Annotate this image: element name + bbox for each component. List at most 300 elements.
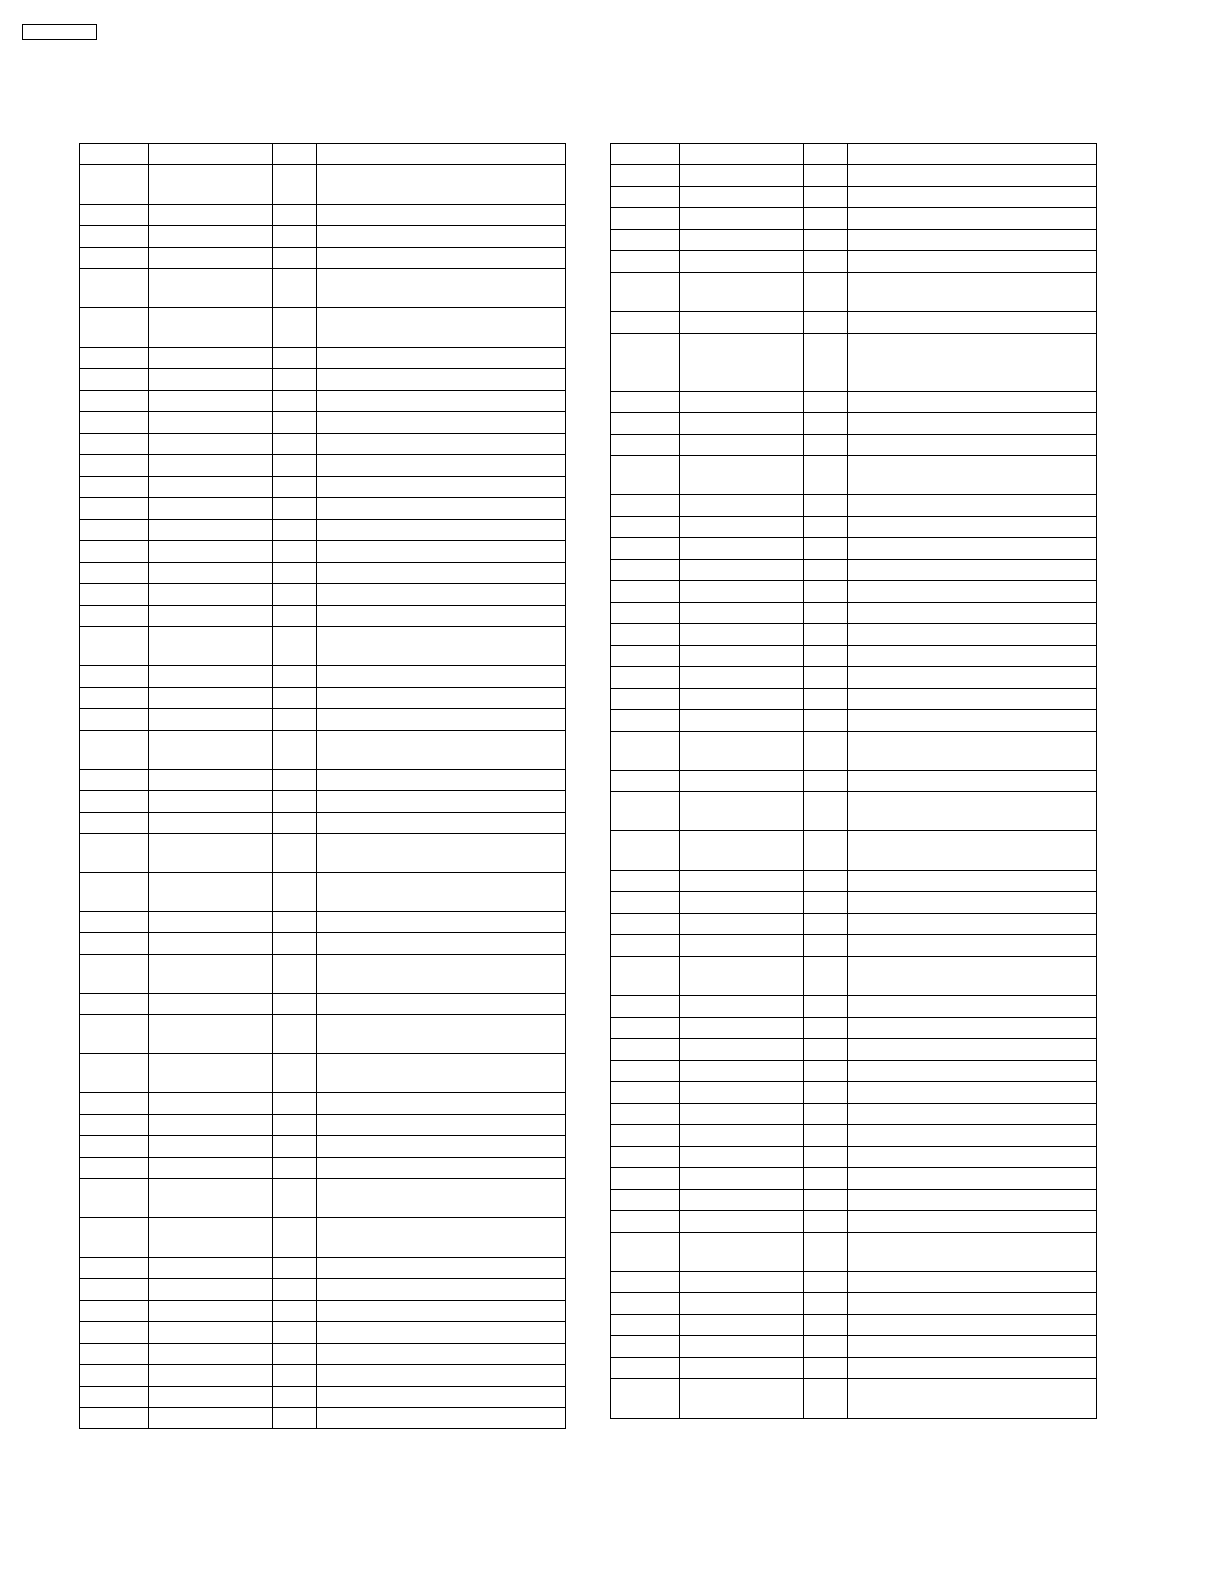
table-cell [317, 165, 566, 205]
table-cell [680, 1168, 804, 1190]
table-cell [317, 1158, 566, 1179]
table-cell [611, 392, 680, 413]
table-cell [273, 1093, 317, 1115]
table-cell [317, 269, 566, 308]
table-cell [804, 1211, 848, 1233]
table-cell [804, 165, 848, 187]
table-cell [804, 667, 848, 689]
table-cell [680, 1104, 804, 1125]
table-row [611, 230, 1097, 251]
table-cell [273, 498, 317, 520]
table-cell [80, 1365, 149, 1387]
table-row [80, 791, 566, 813]
table-cell [273, 627, 317, 666]
table-cell [273, 520, 317, 541]
table-cell [680, 1379, 804, 1419]
table-cell [804, 495, 848, 517]
table-cell [317, 1387, 566, 1408]
table-cell [680, 792, 804, 831]
table-cell [680, 1061, 804, 1082]
table-cell [317, 1115, 566, 1136]
table-cell [273, 584, 317, 606]
table-cell [804, 208, 848, 230]
table-cell [611, 495, 680, 517]
table-row [611, 1168, 1097, 1190]
table-cell [273, 1344, 317, 1365]
table-cell [680, 1039, 804, 1061]
table-cell [317, 412, 566, 434]
table-cell [848, 996, 1097, 1018]
table-cell [611, 1190, 680, 1211]
table-cell [80, 477, 149, 498]
table-row [611, 1211, 1097, 1233]
table-cell [680, 1147, 804, 1168]
table-cell [848, 1104, 1097, 1125]
table-cell [804, 792, 848, 831]
table-row [611, 208, 1097, 230]
table-cell [804, 996, 848, 1018]
table-cell [149, 584, 273, 606]
table-row [80, 165, 566, 205]
table-row [611, 538, 1097, 560]
table-cell [848, 1190, 1097, 1211]
table-cell [611, 456, 680, 495]
table-cell [149, 606, 273, 627]
table-cell [680, 1190, 804, 1211]
table-row [80, 348, 566, 369]
table-cell [149, 226, 273, 248]
table-row [80, 627, 566, 666]
table-cell [680, 392, 804, 413]
table-cell [80, 731, 149, 770]
table-cell [80, 369, 149, 391]
table-cell [273, 477, 317, 498]
table-row [611, 871, 1097, 892]
table-cell [680, 935, 804, 957]
table-cell [80, 205, 149, 226]
table-cell [611, 273, 680, 312]
table-row [80, 248, 566, 269]
table-cell [804, 935, 848, 957]
table-cell [804, 251, 848, 273]
table-cell [848, 771, 1097, 792]
table-cell [80, 165, 149, 205]
parts-table-left [79, 143, 566, 1429]
table-cell [804, 1190, 848, 1211]
table-cell [273, 994, 317, 1015]
table-cell [80, 606, 149, 627]
table-cell [317, 791, 566, 813]
table-cell [680, 732, 804, 771]
table-cell [680, 624, 804, 646]
table-cell [680, 1018, 804, 1039]
table-row [611, 1125, 1097, 1147]
table-row [80, 606, 566, 627]
table-cell [80, 248, 149, 269]
table-row [611, 831, 1097, 871]
table-cell [611, 1293, 680, 1315]
table-cell [804, 187, 848, 208]
table-row [611, 144, 1097, 165]
table-cell [804, 1272, 848, 1293]
table-cell [804, 771, 848, 792]
table-cell [804, 1293, 848, 1315]
table-cell [848, 646, 1097, 667]
table-cell [611, 1061, 680, 1082]
table-cell [804, 538, 848, 560]
table-cell [680, 495, 804, 517]
table-cell [273, 709, 317, 731]
table-cell [804, 230, 848, 251]
table-row [80, 391, 566, 412]
table-cell [80, 666, 149, 688]
table-cell [317, 1179, 566, 1218]
table-row [80, 1344, 566, 1365]
table-cell [611, 517, 680, 538]
table-cell [804, 1336, 848, 1358]
table-row [80, 1158, 566, 1179]
table-cell [848, 624, 1097, 646]
table-row [611, 1358, 1097, 1379]
table-cell [680, 1358, 804, 1379]
table-row [80, 269, 566, 308]
table-cell [317, 1093, 566, 1115]
table-cell [804, 435, 848, 456]
table-row [80, 813, 566, 834]
table-row [80, 1408, 566, 1429]
table-cell [804, 1315, 848, 1336]
table-cell [804, 273, 848, 312]
table-cell [80, 1136, 149, 1158]
table-row [611, 1233, 1097, 1272]
table-cell [680, 603, 804, 624]
table-cell [273, 834, 317, 873]
table-row [80, 455, 566, 477]
table-cell [680, 1315, 804, 1336]
table-cell [804, 1147, 848, 1168]
table-cell [149, 994, 273, 1015]
table-cell [273, 391, 317, 412]
table-cell [680, 312, 804, 334]
table-cell [611, 914, 680, 935]
table-cell [848, 1211, 1097, 1233]
table-cell [80, 873, 149, 912]
table-cell [80, 1387, 149, 1408]
table-cell [273, 412, 317, 434]
table-row [611, 624, 1097, 646]
table-cell [680, 517, 804, 538]
table-cell [611, 1104, 680, 1125]
table-cell [848, 667, 1097, 689]
table-cell [317, 1322, 566, 1344]
table-row [80, 1301, 566, 1322]
table-cell [848, 517, 1097, 538]
table-cell [848, 251, 1097, 273]
table-cell [804, 624, 848, 646]
table-cell [611, 165, 680, 187]
table-cell [680, 914, 804, 935]
table-cell [680, 771, 804, 792]
table-cell [680, 1293, 804, 1315]
table-cell [611, 1379, 680, 1419]
table-cell [80, 1054, 149, 1093]
table-cell [804, 392, 848, 413]
table-cell [804, 1018, 848, 1039]
table-cell [149, 1218, 273, 1258]
table-row [611, 165, 1097, 187]
table-row [80, 369, 566, 391]
table-cell [149, 709, 273, 731]
table-cell [804, 144, 848, 165]
table-cell [680, 144, 804, 165]
table-cell [804, 732, 848, 771]
table-cell [317, 933, 566, 955]
table-cell [611, 667, 680, 689]
table-row [80, 1365, 566, 1387]
table-cell [317, 731, 566, 770]
table-row [80, 731, 566, 770]
table-cell [848, 1018, 1097, 1039]
table-cell [80, 434, 149, 455]
table-cell [317, 666, 566, 688]
table-cell [848, 732, 1097, 771]
table-cell [680, 230, 804, 251]
table-row [80, 933, 566, 955]
table-row [611, 560, 1097, 581]
table-row [611, 1190, 1097, 1211]
table-row [611, 792, 1097, 831]
table-cell [804, 1082, 848, 1104]
table-cell [80, 1093, 149, 1115]
table-cell [80, 269, 149, 308]
table-cell [80, 1344, 149, 1365]
table-cell [317, 955, 566, 994]
table-row [80, 412, 566, 434]
table-cell [80, 770, 149, 791]
table-cell [804, 914, 848, 935]
table-cell [80, 1179, 149, 1218]
table-cell [317, 770, 566, 791]
table-cell [804, 871, 848, 892]
table-cell [80, 1115, 149, 1136]
table-cell [273, 541, 317, 563]
table-row [80, 498, 566, 520]
table-row [611, 603, 1097, 624]
table-cell [804, 1358, 848, 1379]
table-cell [848, 871, 1097, 892]
table-cell [680, 413, 804, 435]
table-cell [317, 873, 566, 912]
table-cell [804, 334, 848, 392]
table-cell [848, 435, 1097, 456]
table-cell [149, 1179, 273, 1218]
table-cell [149, 520, 273, 541]
table-row [611, 334, 1097, 392]
table-cell [804, 710, 848, 732]
table-row [611, 581, 1097, 603]
table-row [80, 1279, 566, 1301]
table-cell [848, 603, 1097, 624]
table-cell [80, 541, 149, 563]
table-row [611, 312, 1097, 334]
table-cell [848, 1168, 1097, 1190]
table-cell [80, 1218, 149, 1258]
table-row [611, 1061, 1097, 1082]
table-row [611, 435, 1097, 456]
table-cell [149, 1015, 273, 1054]
table-row [611, 517, 1097, 538]
table-row [80, 1093, 566, 1115]
table-cell [848, 1315, 1097, 1336]
table-row [80, 144, 566, 165]
table-cell [804, 1125, 848, 1147]
table-cell [848, 689, 1097, 710]
table-cell [848, 392, 1097, 413]
table-cell [317, 813, 566, 834]
table-cell [317, 144, 566, 165]
table-cell [149, 1408, 273, 1429]
table-cell [149, 541, 273, 563]
table-cell [680, 1125, 804, 1147]
table-cell [80, 1301, 149, 1322]
table-cell [149, 873, 273, 912]
table-cell [80, 455, 149, 477]
table-cell [848, 914, 1097, 935]
table-cell [317, 498, 566, 520]
table-cell [848, 413, 1097, 435]
table-row [80, 434, 566, 455]
table-cell [611, 208, 680, 230]
table-cell [317, 477, 566, 498]
table-row [611, 495, 1097, 517]
table-cell [848, 187, 1097, 208]
table-cell [149, 791, 273, 813]
table-cell [80, 563, 149, 584]
table-cell [80, 308, 149, 348]
table-cell [273, 1015, 317, 1054]
table-cell [804, 603, 848, 624]
table-row [80, 688, 566, 709]
table-row [80, 1179, 566, 1218]
table-cell [317, 308, 566, 348]
table-cell [611, 1018, 680, 1039]
table-cell [848, 892, 1097, 914]
table-cell [149, 1158, 273, 1179]
table-cell [680, 273, 804, 312]
table-cell [611, 312, 680, 334]
table-cell [680, 1211, 804, 1233]
table-row [611, 914, 1097, 935]
table-cell [273, 606, 317, 627]
table-cell [611, 230, 680, 251]
table-cell [848, 560, 1097, 581]
table-cell [611, 792, 680, 831]
table-cell [680, 187, 804, 208]
table-cell [273, 205, 317, 226]
table-cell [317, 541, 566, 563]
table-cell [848, 144, 1097, 165]
table-cell [273, 369, 317, 391]
table-cell [680, 334, 804, 392]
table-cell [848, 1272, 1097, 1293]
table-cell [149, 1387, 273, 1408]
table-cell [611, 560, 680, 581]
table-cell [611, 732, 680, 771]
table-row [611, 689, 1097, 710]
table-cell [680, 538, 804, 560]
table-cell [317, 688, 566, 709]
table-cell [611, 144, 680, 165]
table-cell [273, 1054, 317, 1093]
table-cell [611, 187, 680, 208]
table-row [80, 1387, 566, 1408]
table-cell [273, 563, 317, 584]
table-cell [273, 1387, 317, 1408]
table-cell [611, 1336, 680, 1358]
table-cell [611, 624, 680, 646]
table-cell [804, 689, 848, 710]
table-cell [80, 498, 149, 520]
table-row [80, 1322, 566, 1344]
table-cell [80, 584, 149, 606]
table-cell [680, 581, 804, 603]
table-cell [804, 1233, 848, 1272]
table-cell [273, 1115, 317, 1136]
table-row [80, 584, 566, 606]
table-cell [80, 226, 149, 248]
table-cell [611, 935, 680, 957]
table-cell [317, 563, 566, 584]
table-cell [680, 689, 804, 710]
table-row [80, 666, 566, 688]
table-cell [149, 955, 273, 994]
table-row [611, 1039, 1097, 1061]
table-cell [273, 348, 317, 369]
table-cell [80, 1279, 149, 1301]
table-cell [804, 957, 848, 996]
table-cell [848, 165, 1097, 187]
table-cell [848, 208, 1097, 230]
table-cell [317, 455, 566, 477]
table-cell [80, 1322, 149, 1344]
table-cell [848, 1125, 1097, 1147]
table-row [611, 187, 1097, 208]
table-cell [273, 226, 317, 248]
table-cell [317, 994, 566, 1015]
table-cell [149, 1258, 273, 1279]
table-cell [317, 1408, 566, 1429]
table-cell [273, 813, 317, 834]
table-cell [804, 413, 848, 435]
table-cell [848, 1379, 1097, 1419]
table-cell [149, 688, 273, 709]
table-row [80, 563, 566, 584]
table-cell [273, 308, 317, 348]
table-cell [848, 456, 1097, 495]
table-cell [804, 456, 848, 495]
table-cell [273, 144, 317, 165]
table-row [80, 1258, 566, 1279]
table-row [80, 1136, 566, 1158]
table-row [611, 251, 1097, 273]
table-cell [273, 1158, 317, 1179]
table-cell [611, 581, 680, 603]
table-cell [80, 412, 149, 434]
table-cell [273, 912, 317, 933]
table-cell [149, 1344, 273, 1365]
table-cell [680, 456, 804, 495]
table-cell [149, 165, 273, 205]
